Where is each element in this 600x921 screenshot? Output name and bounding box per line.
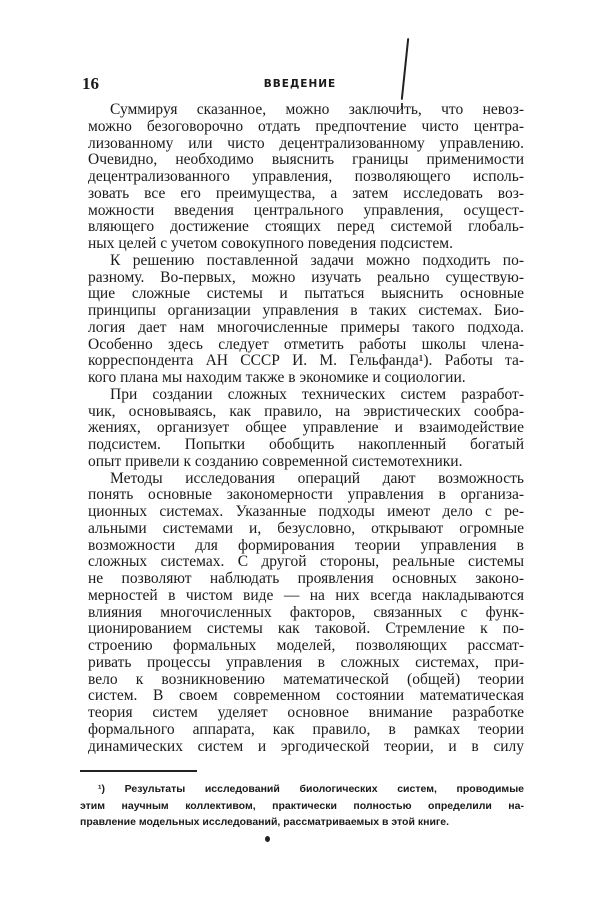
text-line: ных целей с учетом совокупного поведения подсистем. [88, 235, 453, 252]
text-line: вляющего достижение стоящих перед системой глобаль- [88, 218, 524, 236]
text-line: зовать все его преимущества, а затем исследовать воз- [88, 184, 524, 202]
paragraph [88, 471, 524, 756]
text-line: сложных системах. С другой стороны, реальные системы [88, 553, 524, 571]
text-line: Особенно здесь следует отметить работы школы члена- [88, 335, 524, 353]
text-line: систем. В своем современном состоянии математическая [88, 687, 524, 705]
text-line: децентрализованного управления, позволяющего исполь- [88, 168, 524, 185]
text-line: ривать процессы управления в сложных системах, при- [88, 653, 524, 671]
text-line: чик, основываясь, как правило, на эвристических сообра- [88, 402, 524, 420]
footnote-line: этим научным коллективом, практически полностью определили на- [80, 799, 524, 812]
text-line: логия дает нам многочисленные примеры такого подхода. [88, 318, 524, 336]
text-line: понять основные закономерности управления в организа- [88, 486, 524, 504]
pen-mark [401, 38, 409, 100]
text-line: ционных системах. Указанные подходы имеют дело с ре- [88, 503, 524, 520]
footnote [80, 781, 524, 831]
running-head: ВВЕДЕНИЕ [263, 78, 337, 90]
text-line: мерностей в чистом виде — на них всегда накладываются [88, 586, 524, 604]
text-line: кого плана мы находим также в экономике и социологии. [88, 369, 466, 386]
text-line: принципы организации управления в таких системах. Био- [88, 302, 524, 319]
text-line: подсистем. Попытки обобщить накопленный богатый [88, 436, 524, 453]
text-line: К решению поставленной задачи можно подходить по- [110, 251, 524, 269]
footnote-rule [80, 770, 197, 772]
text-line: разному. Во-первых, можно изучать реально существую- [88, 268, 524, 286]
text-line: строению формальных моделей, позволяющих рассмат- [88, 637, 524, 654]
body-text [88, 102, 524, 755]
text-line: формального аппарата, как правило, в рамках теории [88, 720, 524, 738]
text-line: лизованному или чисто децентрализованному управлению. [88, 134, 524, 152]
paragraph [88, 102, 524, 253]
text-line: корреспондента АН СССР И. М. Гельфанда¹). Работы та- [88, 352, 524, 370]
text-line: теория систем уделяет основное внимание разработке [88, 704, 524, 721]
paragraph [88, 387, 524, 471]
ink-speck [265, 836, 270, 842]
text-line: динамических систем и эргодической теории, и в силу [88, 737, 524, 755]
text-line: опыт привели к созданию современной системотехники. [88, 452, 463, 470]
footnote-line: правление модельных исследований, рассматриваемых в этой книге. [80, 816, 450, 828]
text-line: жениях, организует общее управление и взаимодействие [88, 419, 524, 437]
text-line: При создании сложных технических систем разработ- [110, 385, 524, 403]
text-line: альными системами и, безусловно, открывают огромные [88, 519, 524, 537]
text-line: влияния многочисленных факторов, связанных с функ- [88, 603, 524, 621]
footnote-line: ¹) Результаты исследований биологических систем, проводимые [98, 783, 524, 795]
text-line: вело к возникновению математической (общей) теории [88, 670, 524, 688]
text-line: возможности для формирования теории управления в [88, 536, 524, 554]
text-line: Очевидно, необходимо выяснить границы применимости [88, 151, 524, 169]
text-line: щие сложные системы и пытаться выяснить основные [88, 285, 524, 303]
page-number: 16 [82, 74, 99, 93]
text-line: можно безоговорочно отдать предпочтение чисто центра- [88, 117, 524, 135]
text-line: Суммируя сказанное, можно заключить, что невоз- [110, 101, 524, 118]
text-line: можности введения центрального управления, осущест- [88, 201, 524, 219]
text-line: ционированием системы как таковой. Стремление к по- [88, 620, 524, 638]
paragraph [88, 253, 524, 387]
text-line: не позволяют наблюдать проявления основных законо- [88, 570, 524, 587]
text-line: Методы исследования операций дают возможность [110, 469, 524, 487]
